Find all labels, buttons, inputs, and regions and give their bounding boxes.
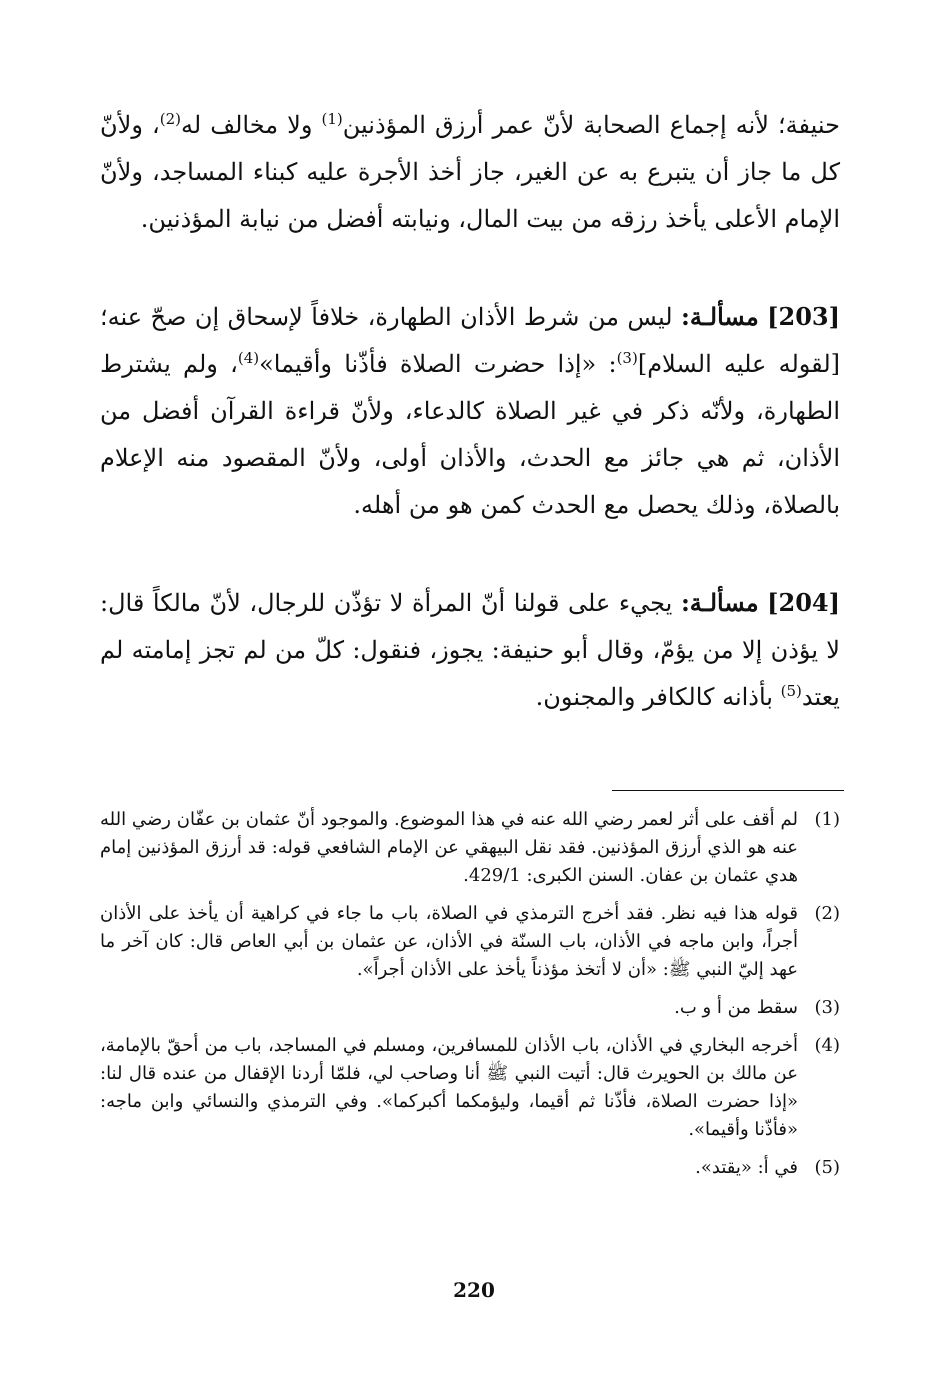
issue-heading: مسألـة: xyxy=(681,302,759,331)
paragraph-intro xyxy=(100,102,840,243)
text-segment: حنيفة؛ لأنه إجماع الصحابة لأنّ عمر أرزق المؤذنين xyxy=(342,111,840,139)
footnote xyxy=(100,1154,840,1182)
text-segment: يجيء على قولنا أنّ المرأة لا تؤذّن للرجال، لأنّ مالكاً قال: لا يؤذن إلا من يؤمّ، وقال أبو حنيفة: يجوز، فنقول: كلّ من لم تجز إمامته لم يعتد xyxy=(100,589,840,711)
page-number: 220 xyxy=(453,1278,495,1302)
text-segment: ، ولم يشترط الطهارة، ولأنّه ذكر في غير الصلاة كالدعاء، ولأنّ قراءة القرآن أفضل من الأذان، ثم هي جائز مع الحدث، والأذان أولى، ولأنّ المقصود منه الإعلام بالصلاة، وذلك يحصل مع الحدث كمن هو من أهله. xyxy=(100,350,840,519)
footnote-number: (3) xyxy=(814,997,840,1018)
footnote-text: أخرجه البخاري في الأذان، باب الأذان للمسافرين، ومسلم في المساجد، باب من أحقّ بالإمامة، عن مالك بن الحويرث قال: أتيت النبي ﷺ أنا وصاحب لي، فلمّا أردنا الإقفال من عنده قال لنا: «إذا حضرت الصلاة، فأذّنا ثم أقيما، وليؤمكما أكبركما». وفي الترمذي والنسائي وابن ماجه: «فأذّنا وأقيما». xyxy=(100,1035,798,1140)
issue-heading: مسألـة: xyxy=(680,588,759,617)
footnote xyxy=(100,806,840,890)
footnote xyxy=(100,1032,840,1144)
footnote-ref[interactable]: (3) xyxy=(616,349,638,367)
footnote-ref[interactable]: (5) xyxy=(780,682,802,700)
text-segment: ولا مخالف له xyxy=(181,111,322,139)
issue-number: [204] xyxy=(767,588,840,617)
footnote-ref[interactable]: (4) xyxy=(237,349,260,367)
footnote-text: قوله هذا فيه نظر. فقد أخرج الترمذي في الصلاة، باب ما جاء في كراهية أن يأخذ على الأذان أجراً، وابن ماجه في الأذان، باب السنّة في الأذان، عن عثمان بن أبي العاص قال: كان آخر ما عهد إليّ النبي ﷺ: «أن لا أتخذ مؤذناً يأخذ على الأذان أجراً». xyxy=(100,903,798,980)
text-segment: بأذانه كالكافر والمجنون. xyxy=(535,683,781,711)
text-segment: ، ولأنّ كل ما جاز أن يتبرع به عن الغير، جاز أخذ الأجرة عليه كبناء المساجد، ولأنّ الإمام الأعلى يأخذ رزقه من بيت المال، ونيابته أفضل من نيابة المؤذنين. xyxy=(100,111,840,233)
footnote xyxy=(100,900,840,984)
footnote-ref[interactable]: (1) xyxy=(321,110,343,128)
footnote xyxy=(100,994,840,1022)
footnote-text: في أ: «يقتد». xyxy=(695,1157,798,1178)
footnote-divider xyxy=(612,790,844,791)
footnote-number: (2) xyxy=(814,903,840,924)
footnote-number: (1) xyxy=(814,809,840,830)
paragraph-203 xyxy=(100,293,840,529)
footnote-number: (5) xyxy=(814,1157,840,1178)
footnote-text: سقط من أ و ب. xyxy=(674,997,798,1018)
footnote-ref[interactable]: (2) xyxy=(159,110,181,128)
footnote-text: لم أقف على أثر لعمر رضي الله عنه في هذا الموضوع. والموجود أنّ عثمان بن عفّان رضي الله عنه هو الذي أرزق المؤذنين. فقد نقل البيهقي عن الإمام الشافعي قوله: قد أرزق المؤذنين إمام هدي عثمان بن عفان. السنن الكبرى: 429/1. xyxy=(100,809,799,886)
issue-number: [203] xyxy=(767,302,840,331)
footnotes xyxy=(100,806,840,1192)
text-segment: ليس من شرط الأذان الطهارة، خلافاً لإسحاق إن صحّ عنه؛ [لقوله عليه السلام] xyxy=(100,303,840,378)
paragraph-204 xyxy=(100,579,840,721)
main-text xyxy=(100,102,840,721)
footnote-number: (4) xyxy=(814,1035,840,1056)
text-segment: : «إذا حضرت الصلاة فأذّنا وأقيما» xyxy=(259,350,617,378)
